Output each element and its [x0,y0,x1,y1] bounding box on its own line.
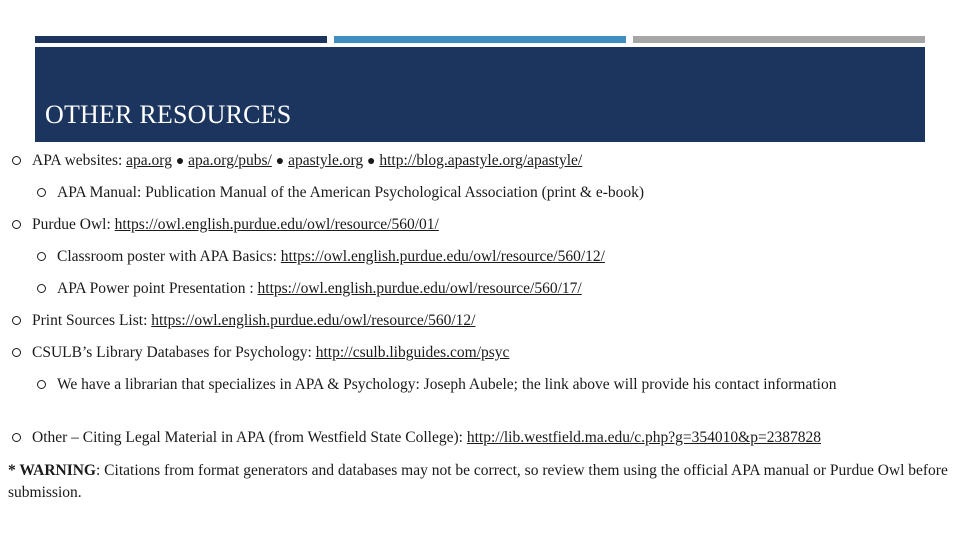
bullet-circle-icon [12,220,21,229]
bullet-circle-icon [37,284,46,293]
link-powerpoint[interactable]: https://owl.english.purdue.edu/owl/resource/560/17/ [257,280,582,297]
warning-prefix: * WARNING [8,462,96,479]
link-print-sources[interactable]: https://owl.english.purdue.edu/owl/resource/560/12/ [151,312,476,329]
bullet-circle-icon [12,156,21,165]
bullet-circle-icon [12,433,21,442]
link-apa-org[interactable]: apa.org [126,152,172,169]
link-classroom-poster[interactable]: https://owl.english.purdue.edu/owl/resource/560/12/ [280,248,605,265]
page-title: OTHER RESOURCES [45,100,292,129]
title-banner [35,47,925,142]
list-item-other: Other – Citing Legal Material in APA (from Westfield State College): http://lib.westfield.ma.edu/c.php?g=354010&p=2387828 [32,429,821,446]
warning-note [8,460,953,504]
accent-strip-navy [35,36,327,43]
list-item-apa-manual: APA Manual: Publication Manual of the American Psychological Association (print & e-book) [57,184,645,201]
list-item-powerpoint: APA Power point Presentation : https://owl.english.purdue.edu/owl/resource/560/17/ [57,280,582,297]
link-apastyle[interactable]: apastyle.org [288,152,364,169]
link-apastyle-blog[interactable]: http://blog.apastyle.org/apastyle/ [379,152,583,169]
link-apa-pubs[interactable]: apa.org/pubs/ [188,152,272,169]
bullet-circle-icon [37,380,46,389]
warning-text: : Citations from format generators and databases may not be correct, so review them using the official APA manual or Purdue Owl before submission. [8,462,948,501]
list-item-csulb: CSULB’s Library Databases for Psychology: http://csulb.libguides.com/psyc [32,344,510,361]
link-purdue-owl[interactable]: https://owl.english.purdue.edu/owl/resource/560/01/ [114,216,439,233]
bullet-circle-icon [12,316,21,325]
accent-strip-blue [334,36,626,43]
list-item-apa-websites: APA websites: apa.org ● apa.org/pubs/ ● apastyle.org ● http://blog.apastyle.org/apastyle/ [32,152,583,169]
bullet-circle-icon [37,252,46,261]
list-item-librarian: We have a librarian that specializes in APA & Psychology: Joseph Aubele; the link above will provide his contact information [57,376,837,393]
list-item-print-sources: Print Sources List: https://owl.english.purdue.edu/owl/resource/560/12/ [32,312,476,329]
list-item-classroom-poster: Classroom poster with APA Basics: https://owl.english.purdue.edu/owl/resource/560/12/ [57,248,605,265]
accent-strip-gray [633,36,925,43]
bullet-circle-icon [12,348,21,357]
list-item-purdue-owl: Purdue Owl: https://owl.english.purdue.edu/owl/resource/560/01/ [32,216,439,233]
link-westfield[interactable]: http://lib.westfield.ma.edu/c.php?g=354010&p=2387828 [466,429,821,446]
bullet-circle-icon [37,188,46,197]
link-csulb-libguides[interactable]: http://csulb.libguides.com/psyc [315,344,510,361]
